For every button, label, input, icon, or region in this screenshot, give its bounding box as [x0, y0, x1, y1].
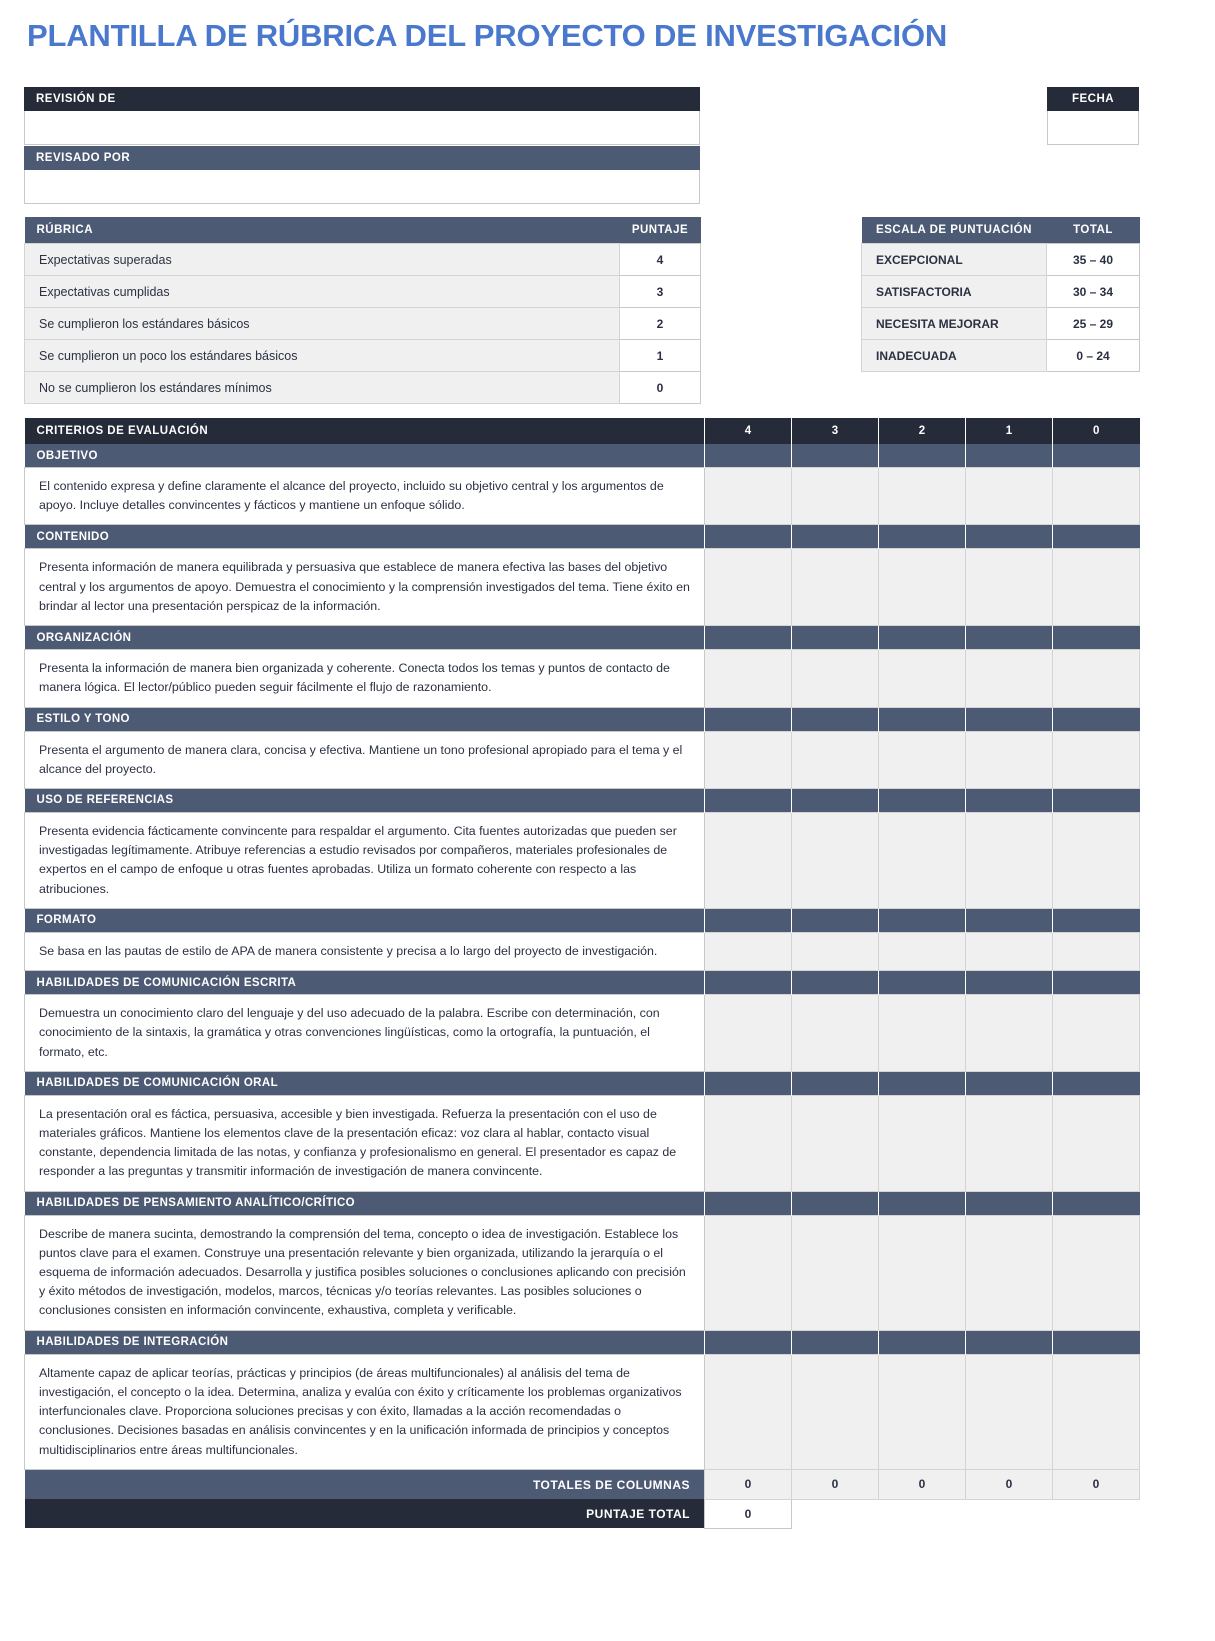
- criteria-header-row: [25, 418, 1140, 444]
- grand-total-label: PUNTAJE TOTAL: [25, 1499, 705, 1528]
- grand-total-filler-4: [1053, 1499, 1140, 1528]
- score-scale-table: [861, 217, 1140, 372]
- table-row: [862, 340, 1140, 372]
- criteria-section-header-filler: [792, 525, 879, 549]
- criteria-score-cell[interactable]: [1053, 995, 1140, 1072]
- criteria-score-cell[interactable]: [879, 1354, 966, 1469]
- criteria-section-header-filler: [705, 1191, 792, 1215]
- score-scale-label: INADECUADA: [862, 340, 1047, 372]
- criteria-section-header-filler: [879, 525, 966, 549]
- criteria-section-header-filler: [966, 788, 1053, 812]
- criteria-description-row: [25, 932, 1140, 970]
- grand-total-value: 0: [705, 1499, 792, 1528]
- criteria-section-header-filler: [792, 788, 879, 812]
- column-total-1: 0: [966, 1469, 1053, 1499]
- grand-total-filler-3: [966, 1499, 1053, 1528]
- rubric-key-label: Se cumplieron un poco los estándares básicos: [25, 340, 620, 372]
- criteria-section-header-filler: [1053, 971, 1140, 995]
- rubric-key-score: 2: [620, 308, 701, 340]
- criteria-section-header-row: [25, 1330, 1140, 1354]
- criteria-score-cell[interactable]: [879, 549, 966, 626]
- criteria-col-header-3: 3: [792, 418, 879, 444]
- criteria-section-header-filler: [966, 707, 1053, 731]
- criteria-col-header-2: 2: [879, 418, 966, 444]
- criteria-section-header-filler: [966, 444, 1053, 468]
- criteria-section-header-filler: [792, 444, 879, 468]
- score-scale-body: [862, 244, 1140, 372]
- criteria-section-header-filler: [705, 444, 792, 468]
- rubric-key-score: 3: [620, 276, 701, 308]
- criteria-section-header-filler: [1053, 1191, 1140, 1215]
- criteria-score-cell[interactable]: [879, 468, 966, 525]
- rubric-key-label: Expectativas cumplidas: [25, 276, 620, 308]
- criteria-section-name: USO DE REFERENCIAS: [25, 788, 705, 812]
- criteria-section-header-filler: [792, 1191, 879, 1215]
- criteria-description: Presenta información de manera equilibrada y persuasiva que establece de manera efectiva las bases del objetivo central y los argumentos de apoyo. Demuestra el conocimiento y la comprensión investigados del tema. Tiene éxito en brindar al lector una presentación perspicaz de la información.: [25, 549, 705, 626]
- criteria-section-header-filler: [1053, 707, 1140, 731]
- criteria-section-header-filler: [705, 971, 792, 995]
- criteria-section-header-filler: [792, 626, 879, 650]
- criteria-score-cell[interactable]: [879, 650, 966, 707]
- criteria-score-cell[interactable]: [705, 1354, 792, 1469]
- criteria-section-header-filler: [966, 971, 1053, 995]
- table-row: [25, 276, 701, 308]
- criteria-section-header-row: [25, 707, 1140, 731]
- criteria-score-cell[interactable]: [966, 549, 1053, 626]
- score-scale-total: 25 – 29: [1047, 308, 1140, 340]
- column-total-3: 0: [792, 1469, 879, 1499]
- criteria-description: Presenta evidencia fácticamente convincente para respaldar el argumento. Cita fuentes autorizadas que pueden ser investigadas legítimamente. Atribuye referencias a estudio revisados por compañeros, materiales profesionales de expertos en el campo de enfoque u otras fuentes aprobadas. Utiliza un formato coherente con respecto a las atribuciones.: [25, 812, 705, 908]
- criteria-description: Demuestra un conocimiento claro del lenguaje y del uso adecuado de la palabra. Escribe con determinación, con conocimiento de la sintaxis, la gramática y otras convenciones lingüísticas, como la ortografía, la puntuación, el formato, etc.: [25, 995, 705, 1072]
- criteria-body: [25, 444, 1140, 1469]
- rubric-key-score: 4: [620, 244, 701, 276]
- rubric-key-label: Expectativas superadas: [25, 244, 620, 276]
- criteria-score-cell[interactable]: [705, 731, 792, 788]
- criteria-description-row: [25, 468, 1140, 525]
- criteria-section-name: CONTENIDO: [25, 525, 705, 549]
- criteria-score-cell[interactable]: [1053, 932, 1140, 970]
- criteria-section-header-row: [25, 1191, 1140, 1215]
- criteria-score-cell[interactable]: [879, 812, 966, 908]
- rubric-key-header-row: [25, 217, 701, 244]
- criteria-section-header-row: [25, 788, 1140, 812]
- criteria-score-cell[interactable]: [705, 468, 792, 525]
- criteria-description: Presenta el argumento de manera clara, concisa y efectiva. Mantiene un tono profesional apropiado para el tema y el alcance del proyecto.: [25, 731, 705, 788]
- criteria-score-cell[interactable]: [966, 995, 1053, 1072]
- criteria-description: Altamente capaz de aplicar teorías, prácticas y principios (de áreas multifuncionales) al análisis del tema de investigación, el concepto o la idea. Determina, analiza y evalúa con éxito y críticamente los problemas organizativos interfuncionales clave. Proporciona soluciones precisas y con éxito, llamadas a la acción recomendadas o conclusiones. Decisiones basadas en análisis convincentes y en la unificación informada de principios y conceptos multidisciplinarios entre áreas multifuncionales.: [25, 1354, 705, 1469]
- criteria-section-header-filler: [1053, 1071, 1140, 1095]
- criteria-score-cell[interactable]: [792, 995, 879, 1072]
- reviewed-of-label: REVISIÓN DE: [24, 87, 700, 111]
- evaluation-criteria-table: [24, 418, 1140, 1529]
- date-label: FECHA: [1047, 87, 1139, 111]
- reviewed-by-label: REVISADO POR: [24, 146, 700, 170]
- score-scale-total: 0 – 24: [1047, 340, 1140, 372]
- table-row: [25, 244, 701, 276]
- score-scale-label: EXCEPCIONAL: [862, 244, 1047, 276]
- criteria-score-cell[interactable]: [1053, 549, 1140, 626]
- criteria-score-cell[interactable]: [879, 731, 966, 788]
- rubric-key-label: Se cumplieron los estándares básicos: [25, 308, 620, 340]
- criteria-section-header-filler: [966, 1191, 1053, 1215]
- criteria-score-cell[interactable]: [966, 1095, 1053, 1191]
- criteria-section-name: ORGANIZACIÓN: [25, 626, 705, 650]
- criteria-score-cell[interactable]: [879, 995, 966, 1072]
- column-total-0: 0: [1053, 1469, 1140, 1499]
- criteria-section-header-filler: [1053, 444, 1140, 468]
- rubric-key-label: No se cumplieron los estándares mínimos: [25, 372, 620, 404]
- criteria-section-header-filler: [879, 1191, 966, 1215]
- criteria-section-header-filler: [879, 908, 966, 932]
- criteria-score-cell[interactable]: [966, 812, 1053, 908]
- criteria-section-name: OBJETIVO: [25, 444, 705, 468]
- criteria-section-header-filler: [705, 1071, 792, 1095]
- criteria-section-header-filler: [792, 1071, 879, 1095]
- reviewed-of-input[interactable]: [24, 111, 700, 145]
- criteria-score-cell[interactable]: [705, 1095, 792, 1191]
- criteria-score-cell[interactable]: [966, 1354, 1053, 1469]
- criteria-score-cell[interactable]: [1053, 468, 1140, 525]
- score-scale-header-row: [862, 217, 1140, 244]
- criteria-score-cell[interactable]: [792, 1354, 879, 1469]
- criteria-score-cell[interactable]: [792, 1095, 879, 1191]
- criteria-section-name: HABILIDADES DE INTEGRACIÓN: [25, 1330, 705, 1354]
- criteria-score-cell[interactable]: [879, 1215, 966, 1330]
- criteria-section-header-row: [25, 525, 1140, 549]
- criteria-section-header-row: [25, 971, 1140, 995]
- rubric-key-table: [24, 217, 701, 404]
- criteria-section-header-filler: [792, 707, 879, 731]
- criteria-section-header-filler: [1053, 1330, 1140, 1354]
- table-row: [862, 276, 1140, 308]
- score-scale-total: 35 – 40: [1047, 244, 1140, 276]
- criteria-score-cell[interactable]: [966, 1215, 1053, 1330]
- criteria-score-cell[interactable]: [1053, 812, 1140, 908]
- criteria-score-cell[interactable]: [1053, 650, 1140, 707]
- criteria-score-cell[interactable]: [792, 468, 879, 525]
- criteria-score-cell[interactable]: [879, 1095, 966, 1191]
- criteria-score-cell[interactable]: [966, 731, 1053, 788]
- date-input[interactable]: [1047, 111, 1139, 145]
- criteria-section-header-filler: [1053, 788, 1140, 812]
- criteria-score-cell[interactable]: [705, 1215, 792, 1330]
- review-info-block: [24, 87, 700, 204]
- score-scale-total: 30 – 34: [1047, 276, 1140, 308]
- rubric-key-header-label: RÚBRICA: [25, 217, 620, 244]
- criteria-score-cell[interactable]: [705, 650, 792, 707]
- page-title: PLANTILLA DE RÚBRICA DEL PROYECTO DE INVESTIGACIÓN: [27, 18, 948, 53]
- criteria-section-header-filler: [705, 707, 792, 731]
- criteria-section-header-filler: [705, 788, 792, 812]
- grand-total-filler-2: [879, 1499, 966, 1528]
- criteria-section-name: FORMATO: [25, 908, 705, 932]
- criteria-score-cell[interactable]: [966, 932, 1053, 970]
- criteria-description: El contenido expresa y define claramente el alcance del proyecto, incluido su objetivo central y los argumentos de apoyo. Incluye detalles convincentes y fácticos y mantiene un enfoque sólido.: [25, 468, 705, 525]
- criteria-description: La presentación oral es fáctica, persuasiva, accesible y bien investigada. Refuerza la presentación con el uso de materiales gráficos. Mantiene los elementos clave de la presentación eficaz: voz clara al hablar, contacto visual constante, dependencia limitada de las notas, y confianza y profesionalismo en general. El presentador es capaz de responder a las preguntas y transmitir información de investigación de manera convincente.: [25, 1095, 705, 1191]
- criteria-section-header-filler: [966, 908, 1053, 932]
- table-row: [25, 372, 701, 404]
- grand-total-row: [25, 1499, 1140, 1528]
- score-scale-header-label: ESCALA DE PUNTUACIÓN: [862, 217, 1047, 244]
- criteria-description-row: [25, 995, 1140, 1072]
- criteria-score-cell[interactable]: [1053, 1215, 1140, 1330]
- criteria-score-cell[interactable]: [1053, 1095, 1140, 1191]
- criteria-description-row: [25, 1354, 1140, 1469]
- criteria-section-header-filler: [1053, 626, 1140, 650]
- criteria-description: Presenta la información de manera bien organizada y coherente. Conecta todos los temas y puntos de contacto de manera lógica. El lector/público pueden seguir fácilmente el flujo de razonamiento.: [25, 650, 705, 707]
- score-scale-header-total: TOTAL: [1047, 217, 1140, 244]
- criteria-score-cell[interactable]: [966, 468, 1053, 525]
- criteria-section-header-filler: [879, 788, 966, 812]
- criteria-score-cell[interactable]: [792, 932, 879, 970]
- criteria-score-cell[interactable]: [966, 650, 1053, 707]
- criteria-section-header-row: [25, 1071, 1140, 1095]
- criteria-score-cell[interactable]: [705, 549, 792, 626]
- rubric-key-body: [25, 244, 701, 404]
- reviewed-by-input[interactable]: [24, 170, 700, 204]
- criteria-score-cell[interactable]: [792, 812, 879, 908]
- criteria-description-row: [25, 731, 1140, 788]
- table-row: [862, 308, 1140, 340]
- table-row: [862, 244, 1140, 276]
- criteria-description-row: [25, 650, 1140, 707]
- column-totals-label: TOTALES DE COLUMNAS: [25, 1469, 705, 1499]
- rubric-key-score: 0: [620, 372, 701, 404]
- criteria-section-header-filler: [879, 707, 966, 731]
- criteria-col-header-4: 4: [705, 418, 792, 444]
- grand-total-filler-1: [792, 1499, 879, 1528]
- date-block: [1047, 87, 1139, 145]
- criteria-score-cell[interactable]: [792, 549, 879, 626]
- rubric-key-header-score: PUNTAJE: [620, 217, 701, 244]
- criteria-score-cell[interactable]: [792, 1215, 879, 1330]
- criteria-col-header-0: 0: [1053, 418, 1140, 444]
- column-totals-row: [25, 1469, 1140, 1499]
- criteria-col-header-1: 1: [966, 418, 1053, 444]
- criteria-section-header-filler: [966, 1071, 1053, 1095]
- criteria-section-name: HABILIDADES DE COMUNICACIÓN ORAL: [25, 1071, 705, 1095]
- criteria-score-cell[interactable]: [705, 932, 792, 970]
- criteria-description-row: [25, 1095, 1140, 1191]
- column-total-2: 0: [879, 1469, 966, 1499]
- criteria-section-header-row: [25, 908, 1140, 932]
- criteria-section-name: ESTILO Y TONO: [25, 707, 705, 731]
- criteria-section-name: HABILIDADES DE COMUNICACIÓN ESCRITA: [25, 971, 705, 995]
- criteria-section-header-filler: [1053, 908, 1140, 932]
- criteria-section-header-filler: [705, 626, 792, 650]
- rubric-key-score: 1: [620, 340, 701, 372]
- criteria-section-header-filler: [792, 908, 879, 932]
- criteria-section-header-filler: [879, 1071, 966, 1095]
- criteria-score-cell[interactable]: [705, 812, 792, 908]
- criteria-description-row: [25, 549, 1140, 626]
- criteria-section-header-filler: [966, 525, 1053, 549]
- criteria-section-header-filler: [966, 626, 1053, 650]
- criteria-footer: [25, 1469, 1140, 1528]
- criteria-section-header-filler: [879, 971, 966, 995]
- criteria-score-cell[interactable]: [792, 731, 879, 788]
- criteria-section-header-filler: [879, 626, 966, 650]
- criteria-section-header-filler: [966, 1330, 1053, 1354]
- criteria-description: Se basa en las pautas de estilo de APA de manera consistente y precisa a lo largo del proyecto de investigación.: [25, 932, 705, 970]
- column-total-4: 0: [705, 1469, 792, 1499]
- score-scale-label: NECESITA MEJORAR: [862, 308, 1047, 340]
- criteria-score-cell[interactable]: [879, 932, 966, 970]
- score-scale-label: SATISFACTORIA: [862, 276, 1047, 308]
- criteria-section-name: HABILIDADES DE PENSAMIENTO ANALÍTICO/CRÍTICO: [25, 1191, 705, 1215]
- criteria-score-cell[interactable]: [1053, 731, 1140, 788]
- criteria-section-header-filler: [705, 525, 792, 549]
- criteria-description-row: [25, 812, 1140, 908]
- criteria-score-cell[interactable]: [792, 650, 879, 707]
- criteria-section-header-filler: [705, 908, 792, 932]
- criteria-section-header-row: [25, 626, 1140, 650]
- criteria-header-label: CRITERIOS DE EVALUACIÓN: [25, 418, 705, 444]
- criteria-section-header-filler: [792, 971, 879, 995]
- criteria-section-header-filler: [1053, 525, 1140, 549]
- criteria-section-header-row: [25, 444, 1140, 468]
- criteria-section-header-filler: [705, 1330, 792, 1354]
- criteria-score-cell[interactable]: [705, 995, 792, 1072]
- criteria-section-header-filler: [879, 1330, 966, 1354]
- criteria-description: Describe de manera sucinta, demostrando la comprensión del tema, concepto o idea de investigación. Establece los puntos clave para el examen. Construye una presentación relevante y bien organizada, utilizando la jerarquía o el esquema de información adecuados. Desarrolla y justifica posibles soluciones o conclusiones aplicando con precisión y éxito métodos de investigación, modelos, marcos, técnicas y/o teorías relevantes. Las posibles soluciones o conclusiones consisten en información convincente, exhaustiva, completa y verificable.: [25, 1215, 705, 1330]
- criteria-section-header-filler: [792, 1330, 879, 1354]
- criteria-description-row: [25, 1215, 1140, 1330]
- table-row: [25, 308, 701, 340]
- table-row: [25, 340, 701, 372]
- criteria-section-header-filler: [879, 444, 966, 468]
- criteria-score-cell[interactable]: [1053, 1354, 1140, 1469]
